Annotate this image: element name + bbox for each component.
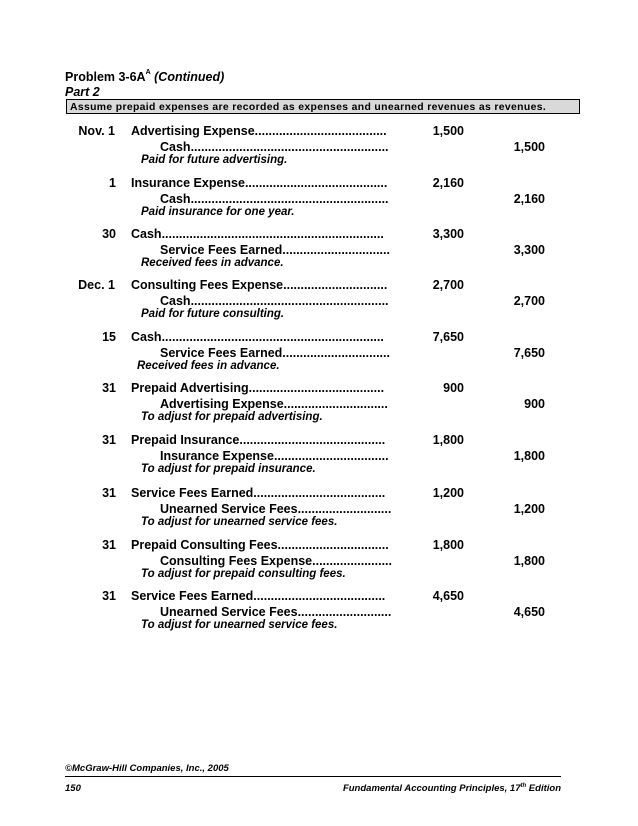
- journal-credit-line: [0, 448, 638, 464]
- journal-credit-line: [0, 293, 638, 309]
- journal-debit-line: [0, 329, 638, 345]
- credit-account: Cash.........................................................: [160, 192, 389, 206]
- debit-amount: 1,500: [432, 124, 464, 138]
- entry-date: 31: [102, 486, 116, 500]
- entry-date: 30: [102, 227, 116, 241]
- debit-account: Prepaid Consulting Fees................................: [131, 538, 389, 552]
- debit-account: Cash................................................................: [131, 227, 384, 241]
- journal-debit-line: [0, 432, 638, 448]
- journal-debit-line: [0, 485, 638, 501]
- credit-amount: 2,160: [513, 192, 545, 206]
- debit-amount: 2,700: [432, 278, 464, 292]
- debit-account: Service Fees Earned......................................: [131, 589, 386, 603]
- journal-debit-line: [0, 175, 638, 191]
- journal-credit-line: [0, 553, 638, 569]
- entry-date: 31: [102, 433, 116, 447]
- entry-memo: Paid for future consulting.: [141, 308, 285, 320]
- debit-account: Service Fees Earned......................................: [131, 486, 386, 500]
- journal-credit-line: [0, 604, 638, 620]
- debit-amount: 7,650: [432, 330, 464, 344]
- book-title: [343, 783, 561, 794]
- journal-credit-line: [0, 139, 638, 155]
- book-title-main: Fundamental Accounting Principles, 17: [342, 783, 521, 795]
- entry-memo: To adjust for prepaid consulting fees.: [141, 568, 346, 580]
- journal-credit-line: [0, 242, 638, 258]
- credit-account: Cash.........................................................: [160, 140, 389, 154]
- entry-date: Dec. 1: [78, 278, 115, 292]
- entry-memo: Received fees in advance.: [137, 360, 280, 372]
- problem-superscript: A: [145, 69, 151, 76]
- entry-memo: To adjust for unearned service fees.: [141, 619, 338, 631]
- entry-memo: To adjust for prepaid advertising.: [141, 411, 323, 423]
- credit-amount: 7,650: [513, 346, 545, 360]
- entry-date: 1: [109, 176, 116, 190]
- journal-credit-line: [0, 396, 638, 412]
- journal-debit-line: [0, 226, 638, 242]
- copyright-text: ©McGraw-Hill Companies, Inc., 2005: [65, 763, 229, 774]
- debit-amount: 4,650: [432, 589, 464, 603]
- credit-amount: 4,650: [513, 605, 545, 619]
- credit-account: Consulting Fees Expense.......................: [160, 554, 392, 568]
- credit-amount: 1,800: [513, 554, 545, 568]
- credit-account: Service Fees Earned...............................: [160, 243, 390, 257]
- credit-account: Unearned Service Fees...........................: [160, 502, 392, 516]
- debit-account: Prepaid Advertising.......................................: [131, 381, 385, 395]
- problem-number: Problem 3-6A: [65, 70, 146, 84]
- journal-debit-line: [0, 537, 638, 553]
- credit-amount: 2,700: [513, 294, 545, 308]
- credit-account: Service Fees Earned...............................: [160, 346, 390, 360]
- debit-account: Prepaid Insurance..........................................: [131, 433, 386, 447]
- credit-amount: 1,500: [513, 140, 545, 154]
- journal-debit-line: [0, 380, 638, 396]
- credit-amount: 3,300: [513, 243, 545, 257]
- journal-debit-line: [0, 123, 638, 139]
- debit-account: Advertising Expense......................................: [131, 124, 387, 138]
- credit-account: Insurance Expense.................................: [160, 449, 389, 463]
- credit-account: Unearned Service Fees...........................: [160, 605, 392, 619]
- page-number: 150: [65, 783, 81, 794]
- journal-credit-line: [0, 501, 638, 517]
- debit-account: Insurance Expense.........................................: [131, 176, 388, 190]
- journal-debit-line: [0, 588, 638, 604]
- continued-label: (Continued): [154, 70, 225, 84]
- entry-date: 31: [102, 589, 116, 603]
- credit-account: Cash.........................................................: [160, 294, 389, 308]
- debit-amount: 900: [443, 381, 464, 395]
- debit-amount: 3,300: [432, 227, 464, 241]
- journal-debit-line: [0, 277, 638, 293]
- book-title-superscript: th: [520, 783, 527, 789]
- entry-memo: To adjust for unearned service fees.: [141, 516, 338, 528]
- footer-divider: [65, 776, 561, 777]
- debit-amount: 1,800: [432, 538, 464, 552]
- entry-memo: To adjust for prepaid insurance.: [141, 463, 316, 475]
- assumption-banner: Assume prepaid expenses are recorded as expenses and unearned revenues as revenues.: [66, 99, 580, 114]
- entry-date: Nov. 1: [78, 124, 115, 138]
- journal-credit-line: [0, 345, 638, 361]
- debit-amount: 1,200: [432, 486, 464, 500]
- debit-account: Cash................................................................: [131, 330, 384, 344]
- debit-amount: 2,160: [432, 176, 464, 190]
- credit-amount: 900: [524, 397, 545, 411]
- credit-amount: 1,800: [513, 449, 545, 463]
- entry-memo: Paid insurance for one year.: [141, 206, 295, 218]
- entry-memo: Paid for future advertising.: [141, 154, 288, 166]
- credit-amount: 1,200: [513, 502, 545, 516]
- part-label: Part 2: [65, 85, 100, 99]
- book-title-end: Edition: [526, 783, 561, 795]
- credit-account: Advertising Expense..............................: [160, 397, 388, 411]
- entry-date: 15: [102, 330, 116, 344]
- journal-credit-line: [0, 191, 638, 207]
- entry-date: 31: [102, 381, 116, 395]
- debit-account: Consulting Fees Expense..............................: [131, 278, 388, 292]
- debit-amount: 1,800: [432, 433, 464, 447]
- entry-date: 31: [102, 538, 116, 552]
- entry-memo: Received fees in advance.: [141, 257, 284, 269]
